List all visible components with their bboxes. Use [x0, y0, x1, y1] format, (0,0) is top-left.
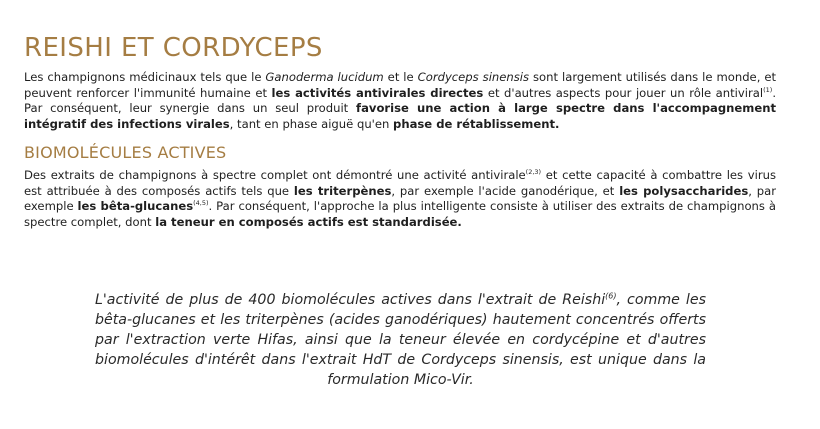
emphasis-text: les polysaccharides: [619, 183, 749, 198]
paragraph-reishi-cordyceps: Les champignons médicinaux tels que le Ganoderma lucidum et le Cordyceps sinensis sont largement utilisés dans le monde, et peuvent renforcer l'immunité humaine et les activités antivirales directes et d'autres aspects pour jouer un rôle antiviral$^{(1)}$. Par conséquent, leur synergie dans un seul produit favorise une action à large spectre dans l'accompagnement intégratif des infections virales, tant en phase aiguë qu'en phase de rétablissement.: [24, 70, 777, 131]
pull-quote: L'activité de plus de 400 biomolécules actives dans l'extrait de Reishi$^{(6)}$, comme les bêta-glucanes et les triterpènes (acides ganodériques) hautement concentrés offerts par l'extraction verte Hifas, ainsi que la teneur élevée en cordycépine et d'autres biomolécules d'intérêt dans l'extrait HdT de Cordyceps sinensis, est unique dans la formulation Mico-Vir.: [95, 291, 706, 388]
citation-ref: (6): [605, 291, 617, 301]
citation-ref: (1): [763, 85, 773, 94]
emphasis-text: la teneur en composés actifs est standardisée.: [155, 214, 462, 229]
article: [24, 30, 776, 230]
emphasis-text: phase de rétablissement.: [393, 116, 560, 131]
emphasis-text: les bêta-glucanes: [77, 199, 194, 213]
species-name: Ganoderma lucidum: [265, 70, 384, 84]
citation-ref: (2,3): [525, 168, 542, 177]
section-title-biomolecules: BIOMOLÉCULES ACTIVES: [24, 143, 227, 162]
species-name: Cordyceps sinensis: [417, 70, 530, 84]
paragraph-biomolecules: Des extraits de champignons à spectre complet ont démontré une activité antivirale$^{(2,3)}$ et cette capacité à combattre les virus est attribuée à des composés actifs tels que les triterpènes, par exemple l'acide ganodérique, et les polysaccharides, par exemple les bêta-glucanes$^{(4,5)}$. Par conséquent, l'approche la plus intelligente consiste à utiliser des extraits de champignons à spectre complet, dont la teneur en composés actifs est standardisée.: [24, 168, 777, 229]
emphasis-text: favorise une action à large spectre dans l'accompagnement intégratif des infections virales: [24, 101, 777, 131]
emphasis-text: les activités antivirales directes: [271, 85, 484, 100]
citation-ref: (4,5): [193, 199, 209, 208]
section-title-reishi-cordyceps: REISHI ET CORDYCEPS: [24, 33, 323, 63]
emphasis-text: les triterpènes: [293, 183, 392, 198]
